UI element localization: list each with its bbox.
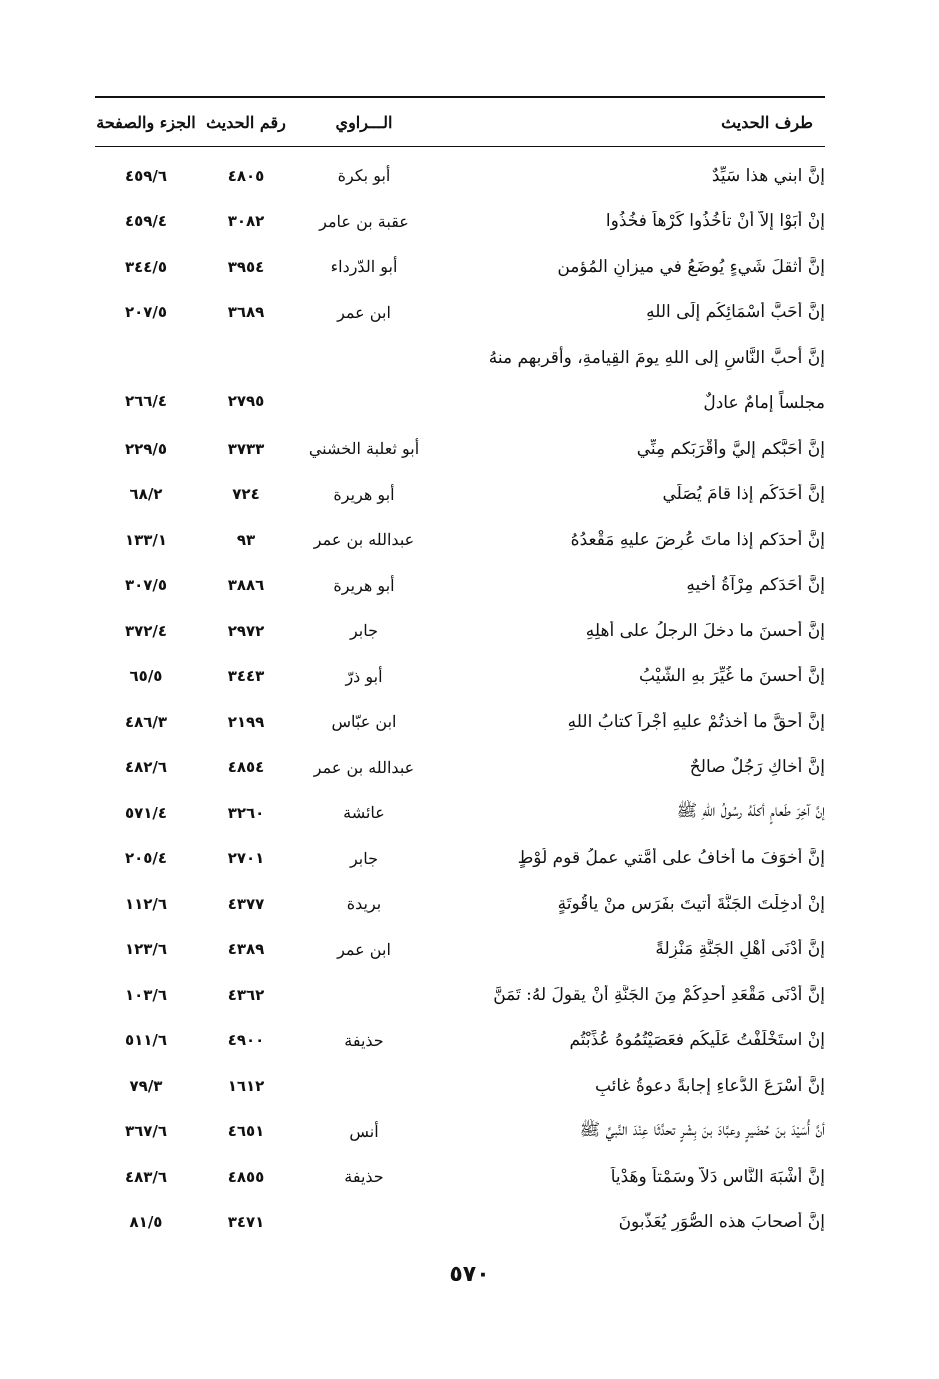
hadith-text: إنَّ أحسنَ ما دخلَ الرجلُ على أهلِهِ	[585, 620, 825, 641]
narrator: حذيفة	[344, 1167, 384, 1187]
narrator: أبو ذرّ	[345, 666, 383, 686]
hadith-number: ٤٨٥٤	[227, 758, 265, 777]
narrator: عبدالله بن عمر	[313, 530, 415, 550]
volume-page: ٦٨/٢	[129, 485, 163, 504]
header-number: رقم الحديث	[206, 112, 286, 132]
volume-page: ١٠٣/٦	[124, 985, 168, 1004]
table-row	[95, 1018, 825, 1064]
hadith-number: ٩٣	[236, 530, 256, 549]
narrator: أبو هريرة	[333, 484, 395, 504]
hadith-number: ٣٩٥٤	[227, 257, 265, 276]
hadith-text: إنَّ أحسنَ ما غُيِّرَ بهِ الشَّيْبُ	[639, 666, 825, 687]
hadith-number: ٢١٩٩	[227, 712, 265, 731]
table-row	[95, 290, 825, 336]
hadith-number: ٤٦٥١	[227, 1122, 265, 1141]
hadith-text: إنَّ أصحابَ هذه الصُّوَرِ يُعَذَّبونَ	[618, 1212, 825, 1233]
index-page	[95, 96, 825, 1245]
table-row	[95, 654, 825, 700]
narrator: عبدالله بن عمر	[313, 757, 415, 777]
table-row	[95, 1154, 825, 1200]
hadith-number: ٣٨٨٦	[227, 576, 265, 595]
hadith-number: ٣٠٨٢	[227, 212, 265, 231]
volume-page: ٤٨٣/٦	[124, 1167, 168, 1186]
hadith-number: ٣٢٦٠	[227, 803, 265, 822]
table-header	[95, 98, 825, 146]
volume-page: ٦٥/٥	[129, 667, 163, 686]
volume-page: ٣٠٧/٥	[124, 576, 168, 595]
volume-page: ٧٩/٣	[129, 1076, 163, 1095]
narrator	[295, 424, 433, 426]
hadith-text: أنَّ أُسَيْدَ بنَ حُضَيرٍ وعبَّادَ بنَ بِشْرٍ تحدَّثَا عِنْدَ النَّبيِّ ﷺ	[579, 1119, 825, 1140]
volume-page: ٢٢٩/٥	[124, 439, 168, 458]
volume-page: ٥٧١/٤	[124, 803, 168, 822]
table-row	[95, 199, 825, 245]
table-row	[95, 745, 825, 791]
narrator: جابر	[349, 848, 379, 868]
hadith-number: ٢٩٧٢	[227, 621, 265, 640]
table-row	[95, 881, 825, 927]
narrator: أنس	[349, 1121, 379, 1141]
hadith-text: إنَّ أحقَّ ما أخذتُمْ عليهِ أجْراً كتابُ اللهِ	[567, 711, 825, 732]
volume-page: ٤٥٩/٤	[124, 212, 168, 231]
hadith-text	[433, 336, 825, 426]
hadith-number: ٧٢٤	[232, 485, 260, 504]
hadith-text: إنَّ أخوَفَ ما أخافُ على أمَّتي عملُ قومِ لُوْطٍ	[517, 848, 825, 869]
narrator: أبو الدّرداء	[330, 257, 398, 277]
narrator: ابن عمر	[337, 302, 391, 322]
volume-page: ٢٦٦/٤	[124, 392, 168, 410]
volume-page: ٨١/٥	[129, 1213, 163, 1232]
volume-page: ٢٠٥/٤	[124, 849, 168, 868]
hadith-number: ٤٨٥٥	[227, 1167, 265, 1186]
hadith-number: ٢٧٩٥	[227, 392, 265, 410]
volume-page: ٣٧٢/٤	[124, 621, 168, 640]
narrator: بريدة	[346, 894, 382, 914]
table-body	[95, 147, 825, 1245]
hadith-number: ٣٤٧١	[227, 1213, 265, 1232]
hadith-number: ٣٦٨٩	[227, 303, 265, 322]
hadith-text: إنَّ ابني هذا سَيِّدٌ	[711, 165, 825, 186]
header-hadith: طرف الحديث	[721, 112, 813, 132]
table-row	[95, 1063, 825, 1109]
hadith-text: إنْ أَبَوْا إلاَّ أنْ تأخُذُوا كَرْهاً فخُذُوا	[605, 211, 825, 232]
table-row	[95, 836, 825, 882]
table-row	[95, 426, 825, 472]
hadith-text: إنَّ أَحَدَكم مِرْآةُ أخيهِ	[686, 575, 825, 596]
hadith-text: إنَّ أَحَبَّكم إِليَّ وأَقْرَبَكم مِنِّي	[636, 438, 825, 459]
header-reference: الجزء والصفحة	[96, 112, 196, 132]
page-number: ٥٧٠	[449, 1262, 490, 1287]
hadith-number: ٣٧٣٣	[227, 439, 265, 458]
hadith-number: ٤٨٠٥	[227, 166, 265, 185]
hadith-text: إنَّ أَسْرَعَ الدُّعاءِ إجابةً دعوةُ غائبٍ	[594, 1075, 825, 1096]
header-narrator: الـــراوي	[335, 112, 393, 132]
hadith-number: ٤٣٦٢	[227, 985, 265, 1004]
volume-page: ٣٤٤/٥	[124, 257, 168, 276]
volume-page: ١٣٣/١	[124, 530, 168, 549]
volume-page: ٤٨٦/٣	[124, 712, 168, 731]
hadith-text: إنَّ أثقلَ شَيءٍ يُوضَعُ في ميزانِ المُؤمنِ	[557, 256, 825, 277]
table-row	[95, 1109, 825, 1155]
hadith-text: إنَّ أَحَبَّ أَسْمَائِكُم إِلَى اللهِ	[646, 302, 825, 323]
hadith-number: ٣٤٤٣	[227, 667, 265, 686]
table-row	[95, 335, 825, 426]
hadith-text: إنْ أُدخِلْتَ الجَنَّةَ أُتيتَ بفَرَسٍ منْ ياقُوتَةٍ	[557, 893, 825, 914]
volume-page: ١١٢/٦	[124, 894, 168, 913]
hadith-text: إنَّ أحدَكم إذا ماتَ عُرِضَ عليهِ مَقْعدُهُ	[570, 529, 825, 550]
hadith-text-line2: مجلساً إمامٌ عادلٌ	[703, 393, 825, 413]
table-row	[95, 472, 825, 518]
volume-page: ٣٦٧/٦	[124, 1122, 168, 1141]
table-row	[95, 153, 825, 199]
volume-page: ٥١١/٦	[124, 1031, 168, 1050]
hadith-text-line1: إنَّ أحبَّ النَّاسِ إلى اللهِ يومَ القِيامةِ، وأقربهم منهُ	[488, 348, 825, 368]
narrator: ابن عبّاس	[331, 712, 397, 732]
narrator: عائشة	[343, 803, 385, 823]
narrator: أبو ثعلبة الخشني	[308, 439, 420, 459]
table-row	[95, 517, 825, 563]
hadith-number: ٤٣٨٩	[227, 940, 265, 959]
volume-page: ٤٨٢/٦	[124, 758, 168, 777]
table-row	[95, 608, 825, 654]
table-row	[95, 790, 825, 836]
narrator: أبو بكرة	[337, 166, 391, 186]
hadith-number: ٤٩٠٠	[227, 1031, 265, 1050]
hadith-number: ١٦١٢	[227, 1076, 265, 1095]
hadith-text: إنَّ أَشْبَهَ النَّاسِ دَلاًّ وسَمْتاً وهَدْياً	[610, 1166, 825, 1187]
table-row	[95, 1200, 825, 1246]
narrator: أبو هريرة	[333, 575, 395, 595]
hadith-text: إنَّ أخاكِ رَجُلٌ صالحٌ	[689, 757, 825, 778]
table-row	[95, 927, 825, 973]
table-row	[95, 244, 825, 290]
table-row	[95, 972, 825, 1018]
hadith-text: إنَّ أَحَدَكُم إذا قامَ يُصَلِّي	[662, 484, 825, 505]
table-row	[95, 699, 825, 745]
narrator: ابن عمر	[337, 939, 391, 959]
hadith-text: إنْ استَخْلَفْتُ عَلَيكُم فعَصَيْتُمُوهُ عُذِّبْتُم	[569, 1030, 825, 1051]
narrator: عقبة بن عامر	[319, 211, 409, 231]
hadith-text: إنَّ أدْنَى أَهْلِ الجَنَّةِ مَنْزِلةً	[655, 939, 825, 960]
volume-page: ٢٠٧/٥	[124, 303, 168, 322]
table-row	[95, 563, 825, 609]
hadith-number: ٤٣٧٧	[227, 894, 265, 913]
narrator: جابر	[349, 621, 379, 641]
hadith-text: إنَّ أدْنَى مَقْعَدِ أَحدِكُمْ مِنَ الجَنَّةِ أنْ يقولَ لهُ: تَمَنَّ	[493, 984, 825, 1005]
volume-page: ١٢٣/٦	[124, 940, 168, 959]
narrator: حذيفة	[344, 1030, 384, 1050]
volume-page: ٤٥٩/٦	[124, 166, 168, 185]
hadith-number: ٢٧٠١	[227, 849, 265, 868]
hadith-text: إنَّ آخِرَ طَعامٍ أكلَهُ رسُولُ اللهِ ﷺ	[676, 801, 825, 822]
